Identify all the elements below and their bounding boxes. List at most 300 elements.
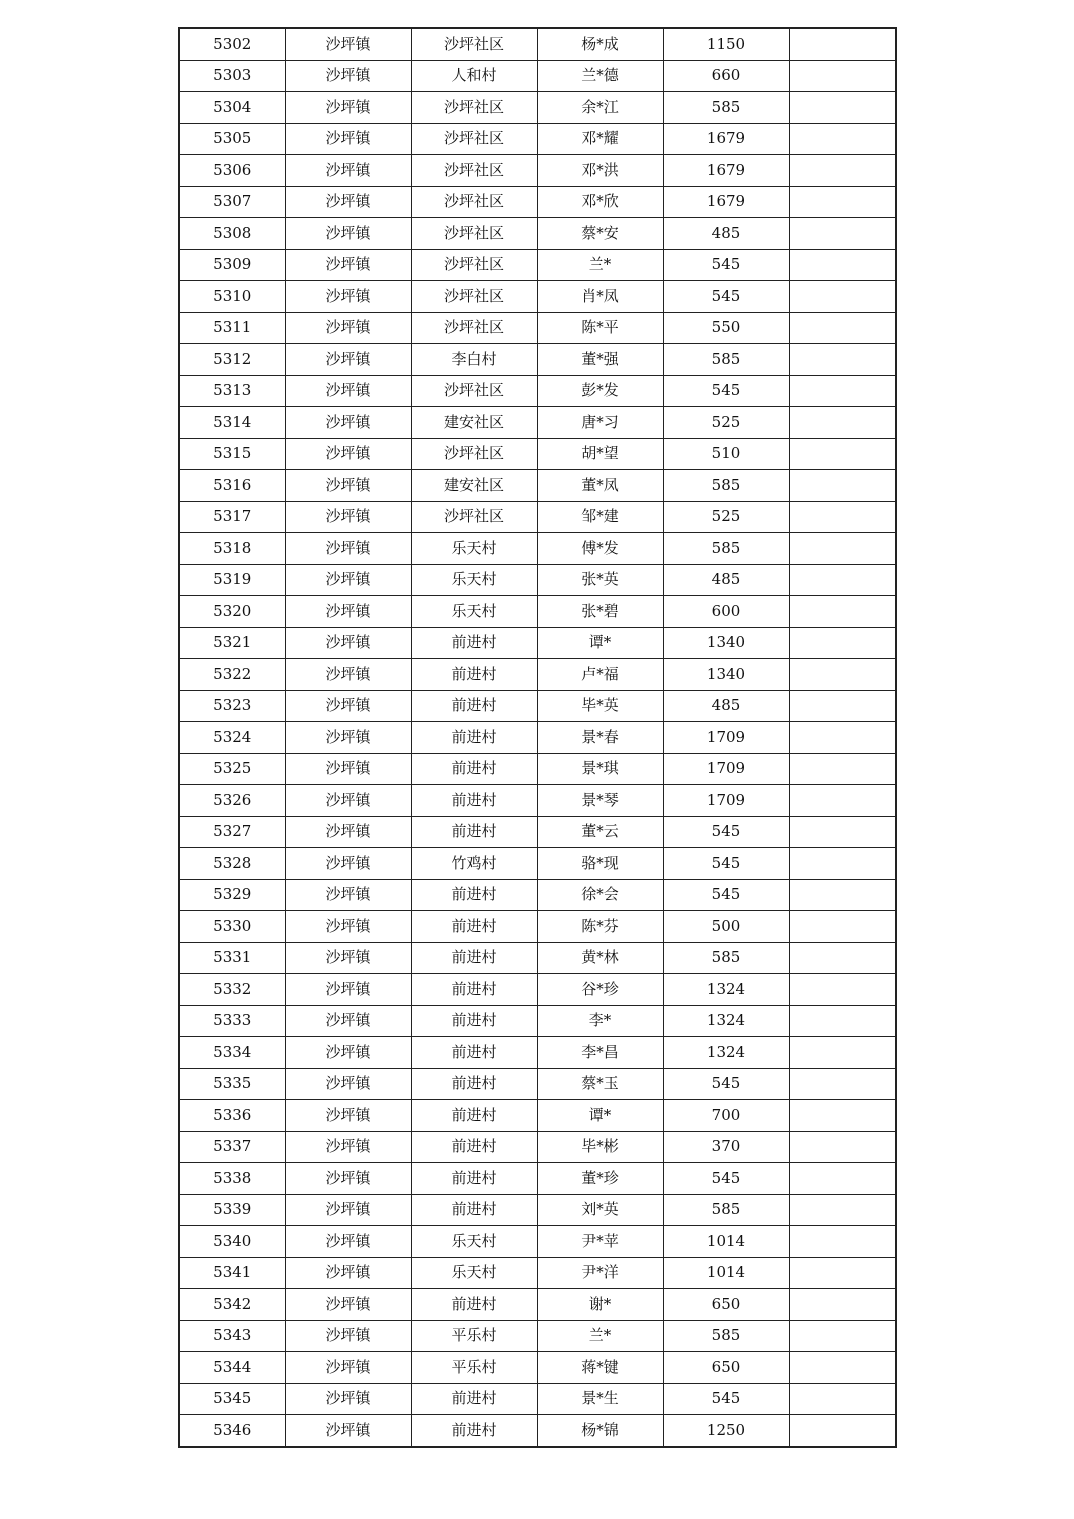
cell-village: 平乐村 (411, 1352, 537, 1384)
cell-village: 建安社区 (411, 407, 537, 439)
cell-amount: 370 (663, 1131, 789, 1163)
table-row (179, 596, 896, 628)
cell-name: 谢* (537, 1289, 663, 1321)
cell-serial-number: 5343 (179, 1320, 285, 1352)
cell-name: 张*碧 (537, 596, 663, 628)
cell-serial-number: 5323 (179, 690, 285, 722)
cell-note (789, 1005, 896, 1037)
cell-amount: 585 (663, 1194, 789, 1226)
cell-note (789, 659, 896, 691)
cell-amount: 545 (663, 375, 789, 407)
cell-serial-number: 5319 (179, 564, 285, 596)
cell-village: 乐天村 (411, 1226, 537, 1258)
cell-note (789, 1068, 896, 1100)
cell-village: 前进村 (411, 942, 537, 974)
cell-amount: 545 (663, 816, 789, 848)
cell-name: 董*强 (537, 344, 663, 376)
cell-amount: 1014 (663, 1257, 789, 1289)
cell-town: 沙坪镇 (285, 690, 411, 722)
cell-amount: 1324 (663, 1037, 789, 1069)
cell-village: 前进村 (411, 1383, 537, 1415)
table-row (179, 627, 896, 659)
cell-name: 景*琴 (537, 785, 663, 817)
cell-note (789, 564, 896, 596)
cell-serial-number: 5316 (179, 470, 285, 502)
cell-note (789, 123, 896, 155)
cell-serial-number: 5322 (179, 659, 285, 691)
cell-name: 彭*发 (537, 375, 663, 407)
cell-town: 沙坪镇 (285, 1320, 411, 1352)
cell-note (789, 753, 896, 785)
cell-note (789, 974, 896, 1006)
table-row (179, 879, 896, 911)
cell-village: 沙坪社区 (411, 218, 537, 250)
cell-amount: 525 (663, 501, 789, 533)
cell-village: 乐天村 (411, 564, 537, 596)
cell-name: 董*珍 (537, 1163, 663, 1195)
cell-serial-number: 5314 (179, 407, 285, 439)
cell-amount: 1679 (663, 155, 789, 187)
cell-serial-number: 5305 (179, 123, 285, 155)
cell-village: 前进村 (411, 1068, 537, 1100)
cell-amount: 545 (663, 249, 789, 281)
cell-town: 沙坪镇 (285, 974, 411, 1006)
cell-note (789, 848, 896, 880)
cell-serial-number: 5318 (179, 533, 285, 565)
cell-note (789, 1037, 896, 1069)
cell-town: 沙坪镇 (285, 1352, 411, 1384)
cell-village: 沙坪社区 (411, 28, 537, 60)
cell-village: 沙坪社区 (411, 92, 537, 124)
cell-note (789, 218, 896, 250)
cell-village: 前进村 (411, 816, 537, 848)
cell-town: 沙坪镇 (285, 123, 411, 155)
cell-note (789, 407, 896, 439)
table-row (179, 911, 896, 943)
cell-serial-number: 5303 (179, 60, 285, 92)
cell-village: 沙坪社区 (411, 123, 537, 155)
cell-name: 黄*林 (537, 942, 663, 974)
cell-village: 前进村 (411, 785, 537, 817)
cell-village: 沙坪社区 (411, 186, 537, 218)
cell-village: 乐天村 (411, 533, 537, 565)
cell-note (789, 879, 896, 911)
cell-note (789, 28, 896, 60)
cell-serial-number: 5333 (179, 1005, 285, 1037)
roster-table (178, 27, 897, 1448)
table-row (179, 344, 896, 376)
cell-town: 沙坪镇 (285, 816, 411, 848)
cell-village: 前进村 (411, 1100, 537, 1132)
cell-town: 沙坪镇 (285, 533, 411, 565)
table-row (179, 942, 896, 974)
cell-village: 沙坪社区 (411, 281, 537, 313)
cell-amount: 1324 (663, 1005, 789, 1037)
cell-name: 景*琪 (537, 753, 663, 785)
cell-town: 沙坪镇 (285, 281, 411, 313)
cell-amount: 510 (663, 438, 789, 470)
table-row (179, 123, 896, 155)
table-row (179, 92, 896, 124)
cell-note (789, 438, 896, 470)
cell-serial-number: 5329 (179, 879, 285, 911)
cell-amount: 1150 (663, 28, 789, 60)
cell-town: 沙坪镇 (285, 155, 411, 187)
cell-note (789, 911, 896, 943)
cell-village: 人和村 (411, 60, 537, 92)
cell-name: 胡*望 (537, 438, 663, 470)
table-row (179, 1320, 896, 1352)
cell-name: 卢*福 (537, 659, 663, 691)
table-row (179, 438, 896, 470)
cell-town: 沙坪镇 (285, 942, 411, 974)
table-row (179, 28, 896, 60)
table-row (179, 722, 896, 754)
cell-name: 傅*发 (537, 533, 663, 565)
cell-name: 唐*习 (537, 407, 663, 439)
cell-serial-number: 5337 (179, 1131, 285, 1163)
cell-amount: 485 (663, 564, 789, 596)
cell-town: 沙坪镇 (285, 1383, 411, 1415)
cell-amount: 545 (663, 1163, 789, 1195)
cell-name: 蒋*键 (537, 1352, 663, 1384)
cell-town: 沙坪镇 (285, 344, 411, 376)
cell-village: 前进村 (411, 722, 537, 754)
cell-note (789, 816, 896, 848)
cell-name: 谭* (537, 627, 663, 659)
cell-note (789, 1320, 896, 1352)
table-row (179, 470, 896, 502)
cell-name: 徐*会 (537, 879, 663, 911)
cell-village: 沙坪社区 (411, 438, 537, 470)
cell-name: 余*江 (537, 92, 663, 124)
cell-amount: 585 (663, 470, 789, 502)
cell-serial-number: 5332 (179, 974, 285, 1006)
table-row (179, 281, 896, 313)
cell-name: 肖*凤 (537, 281, 663, 313)
cell-amount: 545 (663, 848, 789, 880)
table-row (179, 1037, 896, 1069)
table-row (179, 1226, 896, 1258)
cell-village: 前进村 (411, 1131, 537, 1163)
cell-serial-number: 5341 (179, 1257, 285, 1289)
cell-note (789, 1163, 896, 1195)
cell-amount: 500 (663, 911, 789, 943)
table-row (179, 753, 896, 785)
cell-name: 骆*现 (537, 848, 663, 880)
cell-amount: 1014 (663, 1226, 789, 1258)
cell-serial-number: 5315 (179, 438, 285, 470)
cell-amount: 585 (663, 92, 789, 124)
cell-town: 沙坪镇 (285, 1226, 411, 1258)
cell-amount: 1709 (663, 753, 789, 785)
cell-name: 陈*芬 (537, 911, 663, 943)
cell-village: 沙坪社区 (411, 312, 537, 344)
cell-name: 谭* (537, 1100, 663, 1132)
cell-name: 刘*英 (537, 1194, 663, 1226)
cell-note (789, 1257, 896, 1289)
table-row (179, 1068, 896, 1100)
cell-note (789, 92, 896, 124)
cell-note (789, 281, 896, 313)
cell-serial-number: 5339 (179, 1194, 285, 1226)
cell-name: 邓*耀 (537, 123, 663, 155)
table-row (179, 1415, 896, 1447)
cell-amount: 1340 (663, 659, 789, 691)
cell-town: 沙坪镇 (285, 218, 411, 250)
cell-amount: 585 (663, 942, 789, 974)
cell-serial-number: 5345 (179, 1383, 285, 1415)
cell-village: 李白村 (411, 344, 537, 376)
cell-note (789, 312, 896, 344)
cell-village: 乐天村 (411, 1257, 537, 1289)
table-row (179, 1005, 896, 1037)
cell-note (789, 1226, 896, 1258)
cell-serial-number: 5320 (179, 596, 285, 628)
cell-serial-number: 5334 (179, 1037, 285, 1069)
cell-name: 邓*洪 (537, 155, 663, 187)
cell-serial-number: 5317 (179, 501, 285, 533)
cell-town: 沙坪镇 (285, 470, 411, 502)
cell-serial-number: 5325 (179, 753, 285, 785)
cell-village: 前进村 (411, 753, 537, 785)
cell-note (789, 155, 896, 187)
cell-note (789, 1194, 896, 1226)
cell-amount: 650 (663, 1352, 789, 1384)
table-row (179, 375, 896, 407)
cell-amount: 1709 (663, 722, 789, 754)
cell-town: 沙坪镇 (285, 28, 411, 60)
cell-town: 沙坪镇 (285, 1005, 411, 1037)
cell-town: 沙坪镇 (285, 1131, 411, 1163)
cell-note (789, 501, 896, 533)
table-row (179, 312, 896, 344)
table-row (179, 1289, 896, 1321)
cell-note (789, 470, 896, 502)
cell-serial-number: 5335 (179, 1068, 285, 1100)
table-row (179, 848, 896, 880)
cell-note (789, 375, 896, 407)
table-row (179, 659, 896, 691)
cell-serial-number: 5330 (179, 911, 285, 943)
cell-town: 沙坪镇 (285, 1037, 411, 1069)
cell-amount: 700 (663, 1100, 789, 1132)
cell-town: 沙坪镇 (285, 785, 411, 817)
cell-amount: 545 (663, 1383, 789, 1415)
table-row (179, 407, 896, 439)
cell-serial-number: 5340 (179, 1226, 285, 1258)
cell-amount: 1324 (663, 974, 789, 1006)
table-row (179, 60, 896, 92)
cell-village: 前进村 (411, 911, 537, 943)
cell-name: 谷*珍 (537, 974, 663, 1006)
cell-serial-number: 5344 (179, 1352, 285, 1384)
cell-name: 杨*成 (537, 28, 663, 60)
cell-town: 沙坪镇 (285, 186, 411, 218)
table-row (179, 249, 896, 281)
cell-village: 前进村 (411, 1005, 537, 1037)
cell-note (789, 942, 896, 974)
cell-town: 沙坪镇 (285, 1415, 411, 1447)
cell-village: 前进村 (411, 974, 537, 1006)
cell-amount: 485 (663, 218, 789, 250)
cell-note (789, 1415, 896, 1447)
cell-town: 沙坪镇 (285, 1289, 411, 1321)
cell-name: 尹*洋 (537, 1257, 663, 1289)
cell-town: 沙坪镇 (285, 501, 411, 533)
cell-village: 沙坪社区 (411, 249, 537, 281)
cell-amount: 585 (663, 533, 789, 565)
cell-town: 沙坪镇 (285, 1257, 411, 1289)
table-row (179, 690, 896, 722)
cell-village: 乐天村 (411, 596, 537, 628)
cell-town: 沙坪镇 (285, 627, 411, 659)
cell-town: 沙坪镇 (285, 92, 411, 124)
cell-name: 蔡*安 (537, 218, 663, 250)
table-row (179, 501, 896, 533)
cell-serial-number: 5308 (179, 218, 285, 250)
cell-note (789, 1100, 896, 1132)
cell-note (789, 785, 896, 817)
cell-town: 沙坪镇 (285, 1163, 411, 1195)
cell-serial-number: 5346 (179, 1415, 285, 1447)
cell-village: 沙坪社区 (411, 155, 537, 187)
cell-amount: 545 (663, 1068, 789, 1100)
cell-serial-number: 5310 (179, 281, 285, 313)
cell-village: 前进村 (411, 659, 537, 691)
cell-town: 沙坪镇 (285, 659, 411, 691)
cell-serial-number: 5304 (179, 92, 285, 124)
table-row (179, 1100, 896, 1132)
cell-amount: 485 (663, 690, 789, 722)
cell-note (789, 722, 896, 754)
cell-serial-number: 5338 (179, 1163, 285, 1195)
cell-note (789, 627, 896, 659)
cell-town: 沙坪镇 (285, 596, 411, 628)
table-row (179, 1131, 896, 1163)
cell-village: 前进村 (411, 1194, 537, 1226)
cell-town: 沙坪镇 (285, 753, 411, 785)
cell-amount: 525 (663, 407, 789, 439)
table-row (179, 785, 896, 817)
cell-name: 杨*锦 (537, 1415, 663, 1447)
cell-town: 沙坪镇 (285, 375, 411, 407)
cell-town: 沙坪镇 (285, 564, 411, 596)
cell-village: 沙坪社区 (411, 501, 537, 533)
cell-town: 沙坪镇 (285, 848, 411, 880)
cell-note (789, 1131, 896, 1163)
table-row (179, 564, 896, 596)
table-row (179, 1163, 896, 1195)
cell-town: 沙坪镇 (285, 407, 411, 439)
cell-serial-number: 5313 (179, 375, 285, 407)
cell-note (789, 1383, 896, 1415)
table-row (179, 1257, 896, 1289)
cell-amount: 650 (663, 1289, 789, 1321)
cell-serial-number: 5311 (179, 312, 285, 344)
roster-table-body (179, 28, 896, 1447)
cell-village: 前进村 (411, 879, 537, 911)
cell-name: 兰*德 (537, 60, 663, 92)
cell-village: 平乐村 (411, 1320, 537, 1352)
cell-serial-number: 5312 (179, 344, 285, 376)
cell-serial-number: 5324 (179, 722, 285, 754)
cell-town: 沙坪镇 (285, 60, 411, 92)
cell-serial-number: 5331 (179, 942, 285, 974)
cell-serial-number: 5306 (179, 155, 285, 187)
cell-amount: 545 (663, 281, 789, 313)
cell-name: 兰* (537, 249, 663, 281)
cell-name: 尹*苹 (537, 1226, 663, 1258)
cell-amount: 550 (663, 312, 789, 344)
cell-serial-number: 5321 (179, 627, 285, 659)
cell-amount: 600 (663, 596, 789, 628)
cell-name: 邹*建 (537, 501, 663, 533)
cell-name: 毕*英 (537, 690, 663, 722)
table-row (179, 1383, 896, 1415)
cell-town: 沙坪镇 (285, 722, 411, 754)
table-row (179, 186, 896, 218)
cell-amount: 660 (663, 60, 789, 92)
cell-amount: 1250 (663, 1415, 789, 1447)
cell-amount: 1709 (663, 785, 789, 817)
cell-town: 沙坪镇 (285, 249, 411, 281)
cell-town: 沙坪镇 (285, 1100, 411, 1132)
cell-name: 李* (537, 1005, 663, 1037)
table-row (179, 218, 896, 250)
cell-name: 蔡*玉 (537, 1068, 663, 1100)
cell-village: 沙坪社区 (411, 375, 537, 407)
cell-note (789, 249, 896, 281)
cell-note (789, 690, 896, 722)
cell-note (789, 344, 896, 376)
table-row (179, 974, 896, 1006)
table-row (179, 1194, 896, 1226)
cell-town: 沙坪镇 (285, 1194, 411, 1226)
cell-amount: 1340 (663, 627, 789, 659)
cell-name: 董*云 (537, 816, 663, 848)
cell-note (789, 1352, 896, 1384)
cell-village: 前进村 (411, 627, 537, 659)
cell-amount: 545 (663, 879, 789, 911)
cell-village: 前进村 (411, 690, 537, 722)
cell-town: 沙坪镇 (285, 879, 411, 911)
cell-village: 竹鸡村 (411, 848, 537, 880)
cell-town: 沙坪镇 (285, 438, 411, 470)
cell-amount: 585 (663, 1320, 789, 1352)
cell-serial-number: 5327 (179, 816, 285, 848)
cell-town: 沙坪镇 (285, 1068, 411, 1100)
cell-serial-number: 5307 (179, 186, 285, 218)
cell-village: 前进村 (411, 1289, 537, 1321)
cell-name: 张*英 (537, 564, 663, 596)
cell-serial-number: 5336 (179, 1100, 285, 1132)
cell-amount: 1679 (663, 186, 789, 218)
cell-village: 建安社区 (411, 470, 537, 502)
cell-name: 景*春 (537, 722, 663, 754)
cell-note (789, 533, 896, 565)
table-row (179, 533, 896, 565)
cell-name: 毕*彬 (537, 1131, 663, 1163)
cell-serial-number: 5326 (179, 785, 285, 817)
cell-note (789, 186, 896, 218)
table-row (179, 816, 896, 848)
table-row (179, 155, 896, 187)
cell-name: 李*昌 (537, 1037, 663, 1069)
cell-serial-number: 5328 (179, 848, 285, 880)
cell-note (789, 1289, 896, 1321)
table-row (179, 1352, 896, 1384)
